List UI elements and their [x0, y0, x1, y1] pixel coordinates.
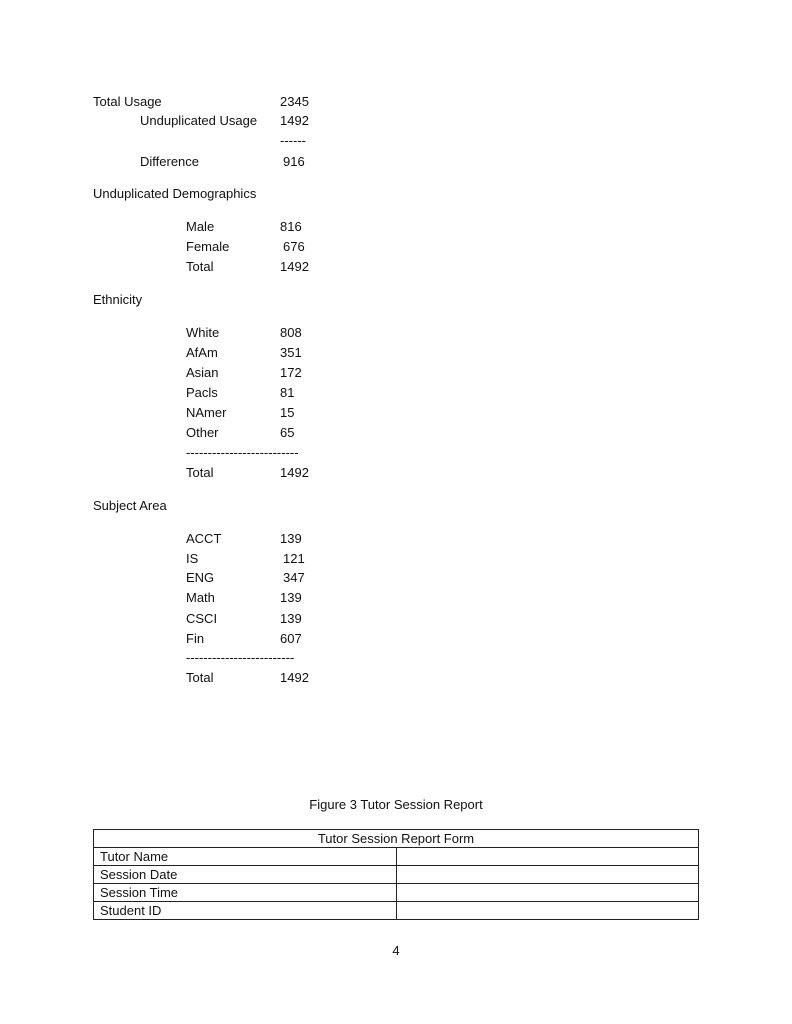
subject-value: 139 — [280, 590, 302, 605]
ethnicity-label: White — [186, 325, 220, 340]
subject-label: Math — [186, 590, 215, 605]
field-value-tutor-name[interactable] — [397, 848, 699, 866]
demographics-label: Total — [186, 259, 214, 274]
ethnicity-value: 81 — [280, 385, 295, 400]
form-title: Tutor Session Report Form — [94, 830, 699, 848]
tutor-session-form-table — [93, 829, 699, 920]
difference-label: Difference — [140, 154, 200, 169]
table-row — [94, 848, 699, 866]
subject-heading: Subject Area — [93, 498, 167, 513]
unduplicated-usage-label: Unduplicated Usage — [140, 113, 258, 128]
usage-separator: ------ — [280, 133, 306, 148]
figure-caption: Figure 3 Tutor Session Report — [309, 797, 483, 812]
demographics-label: Male — [186, 219, 215, 234]
subject-total-value: 1492 — [280, 670, 309, 685]
demographics-value: 1492 — [280, 259, 309, 274]
ethnicity-label: Pacls — [186, 385, 218, 400]
subject-label: IS — [186, 551, 199, 566]
field-value-student-id[interactable] — [397, 902, 699, 920]
ethnicity-label: AfAm — [186, 345, 218, 360]
demographics-value: 816 — [280, 219, 302, 234]
ethnicity-label: NAmer — [186, 405, 227, 420]
table-row — [94, 866, 699, 884]
difference-value: 916 — [283, 154, 305, 169]
subject-value: 139 — [280, 531, 302, 546]
subject-label: ENG — [186, 570, 215, 585]
ethnicity-total-label: Total — [186, 465, 214, 480]
ethnicity-heading: Ethnicity — [93, 292, 143, 307]
demographics-label: Female — [186, 239, 230, 254]
table-row — [94, 902, 699, 920]
ethnicity-value: 15 — [280, 405, 295, 420]
ethnicity-value: 65 — [280, 425, 295, 440]
total-usage-value: 2345 — [280, 94, 309, 109]
subject-value: 347 — [283, 570, 305, 585]
ethnicity-value: 808 — [280, 325, 302, 340]
subject-label: Fin — [186, 631, 205, 646]
field-value-session-date[interactable] — [397, 866, 699, 884]
subject-value: 121 — [283, 551, 305, 566]
subject-label: ACCT — [186, 531, 222, 546]
demographics-value: 676 — [283, 239, 305, 254]
subject-separator: ------------------------- — [186, 650, 295, 665]
total-usage-label: Total Usage — [93, 94, 162, 109]
unduplicated-usage-value: 1492 — [280, 113, 309, 128]
demographics-heading: Unduplicated Demographics — [93, 186, 257, 201]
ethnicity-total-value: 1492 — [280, 465, 309, 480]
field-label-session-time: Session Time — [94, 884, 397, 902]
field-label-session-date: Session Date — [94, 866, 397, 884]
ethnicity-value: 172 — [280, 365, 302, 380]
page-number: 4 — [392, 943, 400, 958]
field-label-student-id: Student ID — [94, 902, 397, 920]
field-label-tutor-name: Tutor Name — [94, 848, 397, 866]
subject-value: 139 — [280, 611, 302, 626]
subject-value: 607 — [280, 631, 302, 646]
table-row — [94, 884, 699, 902]
ethnicity-separator: -------------------------- — [186, 445, 299, 460]
field-value-session-time[interactable] — [397, 884, 699, 902]
subject-label: CSCI — [186, 611, 218, 626]
ethnicity-label: Asian — [186, 365, 219, 380]
ethnicity-label: Other — [186, 425, 219, 440]
subject-total-label: Total — [186, 670, 214, 685]
ethnicity-value: 351 — [280, 345, 302, 360]
